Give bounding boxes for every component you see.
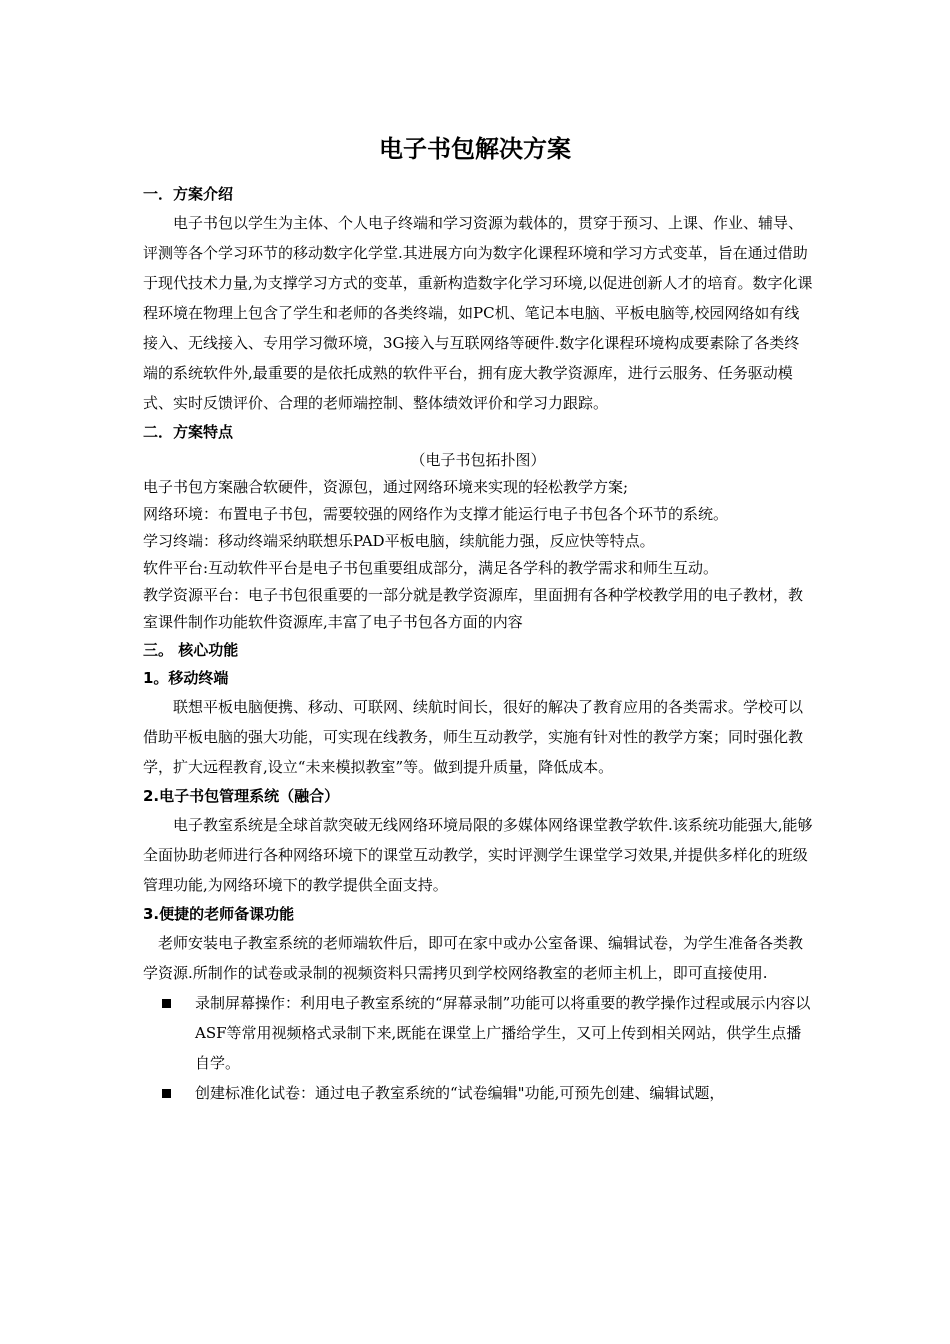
topology-caption: （电子书包拓扑图） xyxy=(410,451,546,469)
feature-line: 电子书包方案融合软硬件，资源包，通过网络环境来实现的轻松教学方案; xyxy=(143,478,629,496)
section-heading-intro: 一．方案介绍 xyxy=(143,185,234,203)
subsection-heading-management: 2.电子书包管理系统（融合） xyxy=(143,787,340,805)
lesson-prep-paragraph: 老师安装电子教室系统的老师端软件后，即可在家中或办公室备课、编辑试卷，为学生准备各类教学资源.所制作的试卷或录制的视频资料只需拷贝到学校网络教室的老师主机上，即可直接使用. xyxy=(143,934,804,982)
section-heading-core: 三。 核心功能 xyxy=(143,641,239,659)
square-bullet-icon xyxy=(162,1089,171,1098)
subsection-heading-lesson-prep: 3.便捷的老师备课功能 xyxy=(143,905,295,923)
square-bullet-icon xyxy=(162,999,171,1008)
management-paragraph: 电子教室系统是全球首款突破无线网络环境局限的多媒体网络课堂教学软件.该系统功能强大,能够全面协助老师进行各种网络环境下的课堂互动教学，实时评测学生课堂学习效果,并提供多样化的班级管理功能,为网络环境下的教学提供全面支持。 xyxy=(143,816,813,894)
feature-line-terminal: 学习终端：移动终端采纳联想乐PAD平板电脑，续航能力强，反应快等特点。 xyxy=(143,532,655,550)
lesson-prep-bullet-list xyxy=(143,988,813,1108)
bullet-item-test-paper xyxy=(143,1078,813,1108)
mobile-paragraph: 联想平板电脑便携、移动、可联网、续航时间长，很好的解决了教育应用的各类需求。学校可以借助平板电脑的强大功能，可实现在线教务，师生互动教学，实施有针对性的教学方案；同时强化教学，扩大远程教育,设立“未来模拟教室”等。做到提升质量，降低成本。 xyxy=(143,698,804,776)
feature-line-resources: 教学资源平台：电子书包很重要的一部分就是教学资源库，里面拥有各种学校教学用的电子教材，教室课件制作功能软件资源库,丰富了电子书包各方面的内容 xyxy=(143,586,804,631)
feature-line-software: 软件平台:互动软件平台是电子书包重要组成部分，满足各学科的教学需求和师生互动。 xyxy=(143,559,719,577)
document-body xyxy=(143,180,813,1108)
subsection-heading-mobile: 1。移动终端 xyxy=(143,669,229,687)
document-title: 电子书包解决方案 xyxy=(379,135,571,163)
feature-line-network: 网络环境：布置电子书包，需要较强的网络作为支撑才能运行电子书包各个环节的系统。 xyxy=(143,505,729,523)
bullet-text: 录制屏幕操作：利用电子教室系统的“屏幕录制”功能可以将重要的教学操作过程或展示内容以ASF等常用视频格式录制下来,既能在课堂上广播给学生，又可上传到相关网站，供学生点播自学。 xyxy=(195,994,811,1072)
bullet-item-screen-record xyxy=(143,988,813,1078)
bullet-text: 创建标准化试卷：通过电子教室系统的“试卷编辑"功能,可预先创建、编辑试题， xyxy=(195,1084,725,1102)
section-heading-features: 二．方案特点 xyxy=(143,423,234,441)
intro-paragraph: 电子书包以学生为主体、个人电子终端和学习资源为载体的，贯穿于预习、上课、作业、辅导、评测等各个学习环节的移动数字化学堂.其进展方向为数字化课程环境和学习方式变革，旨在通过借助于现代技术力量,为支撑学习方式的变革，重新构造数字化学习环境,以促进创新人才的培育。数字化课程环境在物理上包含了学生和老师的各类终端，如PC机、笔记本电脑、平板电脑等,校园网络如有线接入、无线接入、专用学习微环境，3G接入与互联网络等硬件.数字化课程环境构成要素除了各类终端的系统软件外,最重要的是依托成熟的软件平台，拥有庞大教学资源库，进行云服务、任务驱动模式、实时反馈评价、合理的老师端控制、整体绩效评价和学习力跟踪。 xyxy=(143,214,813,412)
